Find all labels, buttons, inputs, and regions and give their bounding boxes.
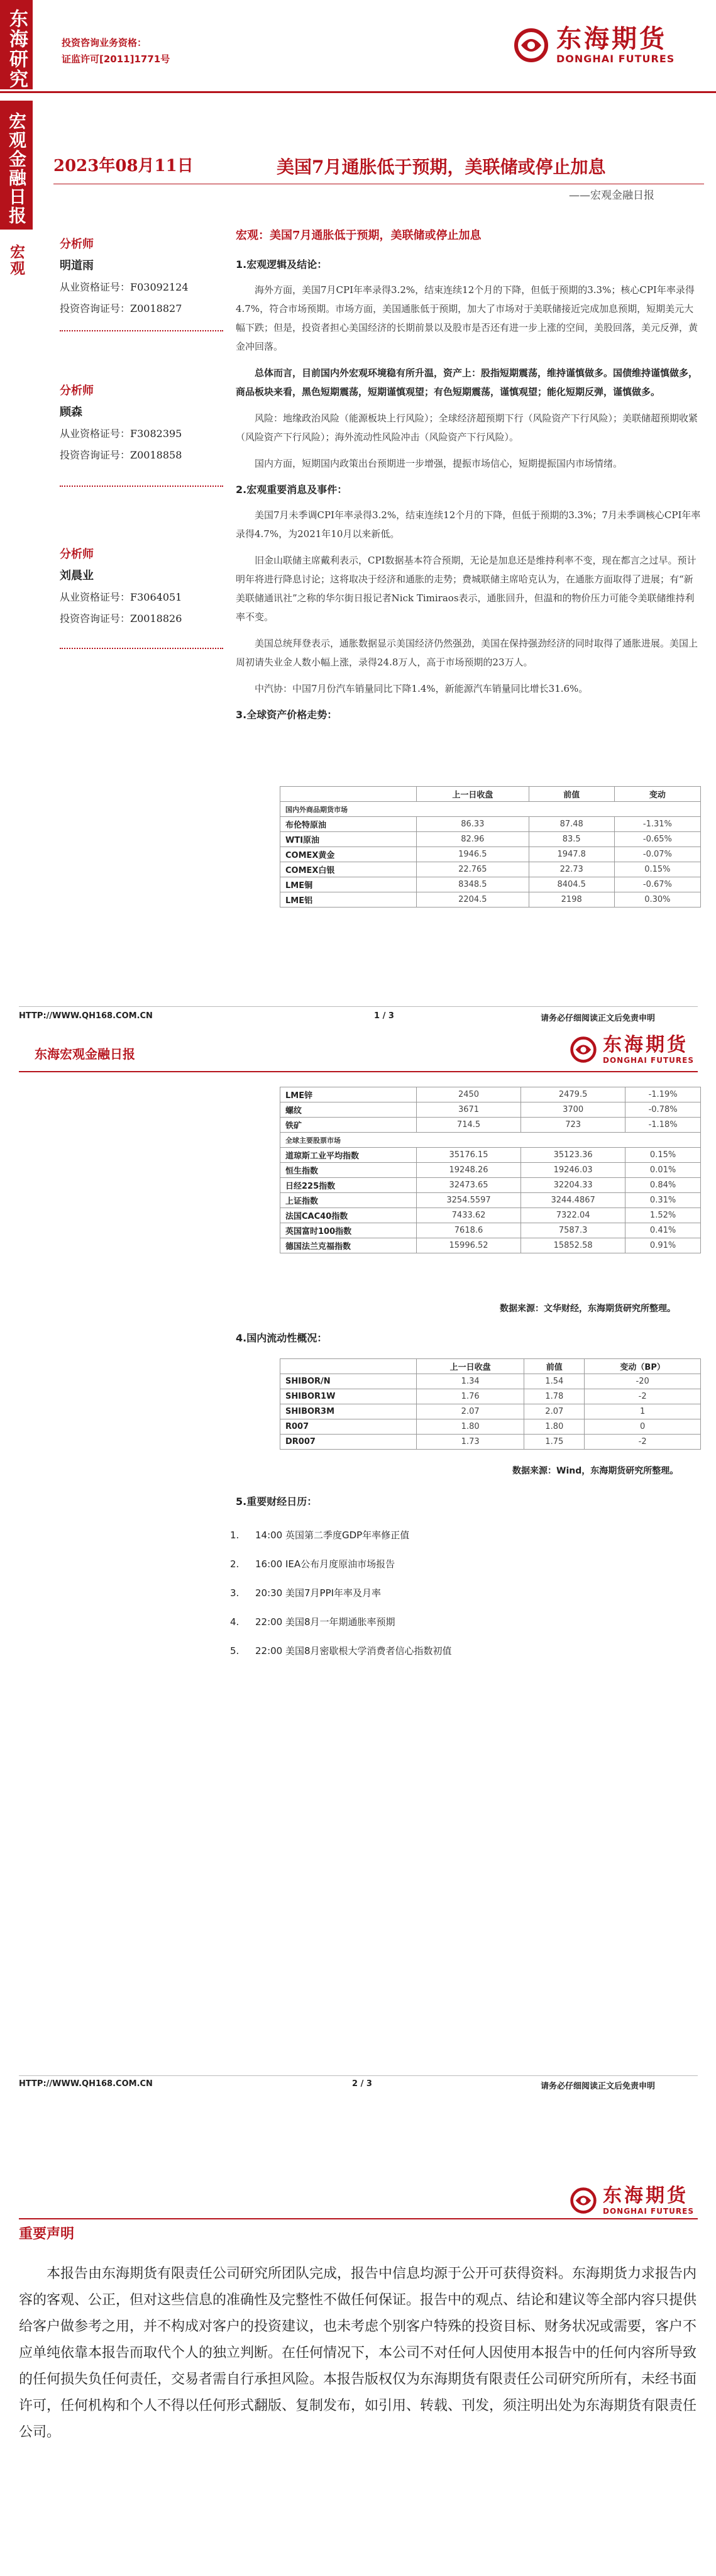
row-label: 铁矿 [280,1118,417,1133]
analyst-invest: 投资咨询证号：Z0018826 [60,613,182,625]
row-label: 上证指数 [280,1193,417,1208]
logo-cn: 东海期货 [603,1034,688,1056]
table-row [280,1148,701,1163]
analyst-head: 分析师 [60,238,94,251]
calendar-item: 22:00 美国8月一年期通胀率预期 [255,1616,395,1628]
cell-change: -1.31% [614,817,700,832]
table-header-row [280,787,701,802]
cell-prev: 1.34 [417,1374,524,1389]
cell-prev: 32473.65 [417,1178,521,1193]
analyst-name: 明道雨 [60,259,94,272]
cell-before: 1.75 [524,1435,585,1450]
page-number: 1 / 3 [374,1011,394,1021]
s2-paragraph: 美国7月未季调CPI年率录得3.2%，结束连续12个月的下降，但低于预期的3.3%；7月未季调核心CPI年率录得4.7%，为2021年10月以来新低。 [236,509,701,540]
cell-change: 0.31% [625,1193,701,1208]
analyst-3 [60,544,223,630]
group-row [280,802,701,817]
logo-en: DONGHAI FUTURES [603,2207,694,2216]
cell-prev: 7618.6 [417,1223,521,1238]
cell-before: 32204.33 [521,1178,625,1193]
cell-before: 35123.36 [521,1148,625,1163]
section-5-title: 5.重要财经日历： [236,1496,317,1507]
list-item: 1. 14:00 英国第二季度GDP年率修正值 [230,1530,410,1541]
row-label: COMEX白银 [280,862,417,877]
s1-conclusion: 总体而言，目前国内外宏观环境稳有所升温，资产上：股指短期震荡，维持谨慎做多。国债维持谨慎做多，商品板块来看，黑色短期震荡，短期谨慎观望；有色短期震荡，谨慎观望；能化短期反弹，谨慎做多。 [236,367,698,397]
analyst-divider [60,648,223,649]
table-row [280,1389,701,1404]
footer-notice: 请务必仔细阅读正文后免责申明 [541,1014,656,1023]
side-banner [0,101,33,230]
commodity-table [280,786,701,908]
table-row [280,1223,701,1238]
logo-mark-icon [569,1035,598,1064]
row-label: COMEX黄金 [280,847,417,862]
cell-change: 0.30% [614,892,700,908]
list-item: 4. 22:00 美国8月一年期通胀率预期 [230,1616,395,1628]
row-label: 德国法兰克福指数 [280,1238,417,1253]
col-header: 上一日收盘 [417,787,529,802]
analyst-head: 分析师 [60,384,94,397]
table-row [280,1178,701,1193]
calendar-list [230,1528,452,1673]
cell-before: 8404.5 [529,877,614,892]
calendar-item: 16:00 IEA公布月度原油市场报告 [255,1558,395,1570]
table-row [280,877,701,892]
section-2-title: 2.宏观重要消息及事件： [236,484,348,496]
table-row [280,862,701,877]
table-row [280,1404,701,1419]
side-banner-text: 宏观金融日报 [6,112,27,225]
logo-cn: 东海期货 [603,2185,688,2207]
footer-rule [19,1006,698,1007]
license-line2: 证监许可[2011]1771号 [62,53,170,65]
table-row [280,1238,701,1253]
group-label: 全球主要股票市场 [280,1133,701,1148]
cell-before: 1.78 [524,1389,585,1404]
cell-prev: 2450 [417,1087,521,1102]
row-label: 道琼斯工业平均指数 [280,1148,417,1163]
row-label: 英国富时100指数 [280,1223,417,1238]
cell-prev: 3671 [417,1102,521,1118]
s2-paragraph: 美国总统拜登表示，通胀数据显示美国经济仍然强劲，美国在保持强劲经济的同时取得了通胀进展。美国上周初请失业金人数小幅上涨，录得24.8万人，高于市场预期的23万人。 [236,638,698,668]
lead-heading: 宏观：美国7月通胀低于预期，美联储或停止加息 [236,229,482,242]
footer-url[interactable]: HTTP://WWW.QH168.COM.CN [19,2079,153,2089]
table-row [280,1208,701,1223]
page3-header-rule [19,2218,698,2219]
table-row [280,1193,701,1208]
cell-before: 15852.58 [521,1238,625,1253]
row-label: LME锌 [280,1087,417,1102]
cell-prev: 86.33 [417,817,529,832]
table-row [280,832,701,847]
report-title: 美国7月通胀低于预期，美联储或停止加息 [277,157,606,177]
logo-cn: 东海期货 [556,24,667,53]
cell-prev: 1946.5 [417,847,529,862]
company-logo [569,2185,694,2216]
footer-url[interactable]: HTTP://WWW.QH168.COM.CN [19,1011,153,1021]
data-source: 数据来源：文华财经，东海期货研究所整理。 [500,1304,676,1314]
cell-before: 1.54 [524,1374,585,1389]
cell-prev: 1.76 [417,1389,524,1404]
cell-before: 1.80 [524,1419,585,1435]
cell-prev: 714.5 [417,1118,521,1133]
page2-header-title: 东海宏观金融日报 [35,1046,135,1062]
cell-change: 0.01% [625,1163,701,1178]
s2-paragraph: 中汽协：中国7月份汽车销量同比下降1.4%，新能源汽车销量同比增长31.6%。 [255,683,588,694]
liquidity-table [280,1358,701,1450]
report-subtitle: ——宏观金融日报 [569,189,654,202]
cell-change: -1.18% [625,1118,701,1133]
report-date: 2023年08月11日 [53,157,194,175]
cell-change: -0.65% [614,832,700,847]
logo-en: DONGHAI FUTURES [556,53,675,65]
analyst-head: 分析师 [60,548,94,561]
section-1-title: 1.宏观逻辑及结论： [236,258,328,270]
row-label: LME铝 [280,892,417,908]
side-banner-line [0,230,33,231]
cell-before: 2479.5 [521,1087,625,1102]
list-item: 2. 16:00 IEA公布月度原油市场报告 [230,1558,395,1570]
cell-before: 3700 [521,1102,625,1118]
disclaimer-text: 本报告由东海期货有限责任公司研究所团队完成，报告中信息均源于公开可获得资料。东海期货力求报告内容的客观、公正，但对这些信息的准确性及完整性不做任何保证。报告中的观点、结论和建议等全部内容只提供给客户做参考之用，并不构成对客户的投资建议，也未考虑个别客户特殊的投资目标、财务状况或需要，客户不应单纯依靠本报告而取代个人的独立判断。在任何情况下，本公司不对任何人因使用本报告中的任何内容所导致的任何损失负任何责任，交易者需自行承担风险。本报告版权仅为东海期货有限责任公司研究所所有，未经书面许可，任何机构和个人不得以任何形式翻版、复制发布，如引用、转载、刊发，须注明出处为东海期货有限责任公司。 [19,2266,697,2440]
cell-before: 7587.3 [521,1223,625,1238]
calendar-item: 22:00 美国8月密歇根大学消费者信心指数初值 [255,1645,452,1657]
s1-risk: 风险：地缘政治风险（能源板块上行风险）；全球经济超预期下行（风险资产下行风险）；美联储超预期收紧（风险资产下行风险）；海外流动性风险冲击（风险资产下行风险）。 [236,413,698,443]
cell-prev: 3254.5597 [417,1193,521,1208]
row-label: 螺纹 [280,1102,417,1118]
side-banner-2 [0,239,33,296]
table-row [280,1087,701,1102]
row-label: SHIBOR/N [280,1374,417,1389]
cell-change: -2 [585,1435,701,1450]
logo-en: DONGHAI FUTURES [603,1056,694,1065]
table-row [280,1419,701,1435]
list-item: 3. 20:30 美国7月PPI年率及月率 [230,1587,382,1599]
cell-change: 0 [585,1419,701,1435]
logo-mark-icon [569,2186,598,2215]
group-label: 国内外商品期货市场 [280,802,701,817]
cell-prev: 35176.15 [417,1148,521,1163]
analyst-name: 顾森 [60,406,82,419]
calendar-item: 14:00 英国第二季度GDP年率修正值 [255,1530,410,1541]
cell-before: 2198 [529,892,614,908]
disclaimer-title: 重要声明 [19,2226,75,2242]
market-table-cont [280,1087,701,1253]
analyst-cert: 从业资格证号：F3064051 [60,591,182,603]
analyst-cert: 从业资格证号：F3082395 [60,428,182,440]
page-number: 2 / 3 [352,2079,372,2089]
col-header: 变动 [614,787,700,802]
table-row [280,1374,701,1389]
cell-before: 87.48 [529,817,614,832]
cell-prev: 2.07 [417,1404,524,1419]
cell-before: 2.07 [524,1404,585,1419]
cell-before: 19246.03 [521,1163,625,1178]
cell-before: 3244.4867 [521,1193,625,1208]
cell-change: 0.15% [625,1148,701,1163]
main-content [236,226,701,724]
cell-prev: 15996.52 [417,1238,521,1253]
row-label: SHIBOR1W [280,1389,417,1404]
s2-paragraph: 旧金山联储主席戴利表示，CPI数据基本符合预期，无论是加息还是维持利率不变，现在都言之过早。预计明年将进行降息讨论；这将取决于经济和通胀的走势；费城联储主席哈克认为，在通胀方面取得了进展；有“新美联储通讯社”之称的华尔街日报记者Nick Timiraos表示，通胀回升，但温和的物价压力可能令美联储维持利率不变。 [236,555,697,623]
row-label: 日经225指数 [280,1178,417,1193]
cell-change: -1.19% [625,1087,701,1102]
cell-change: -20 [585,1374,701,1389]
table-header-row [280,1359,701,1374]
cell-change: 0.41% [625,1223,701,1238]
list-item: 5. 22:00 美国8月密歇根大学消费者信心指数初值 [230,1645,452,1657]
col-header: 前值 [529,787,614,802]
cell-change: -2 [585,1389,701,1404]
company-logo [569,1035,694,1065]
page2-header-rule [19,1071,698,1072]
cell-change: 0.91% [625,1238,701,1253]
col-header: 变动（BP） [585,1359,701,1374]
cell-prev: 82.96 [417,832,529,847]
cell-prev: 2204.5 [417,892,529,908]
row-label: SHIBOR3M [280,1404,417,1419]
data-source: 数据来源：Wind，东海期货研究所整理。 [512,1466,679,1476]
group-row [280,1133,701,1148]
cell-before: 7322.04 [521,1208,625,1223]
section-4-title: 4.国内流动性概况： [236,1332,328,1344]
cell-before: 22.73 [529,862,614,877]
logo-mark-icon [512,26,550,64]
row-label: DR007 [280,1435,417,1450]
cell-prev: 1.73 [417,1435,524,1450]
cell-change: -0.07% [614,847,700,862]
analyst-divider [60,486,223,487]
cell-before: 1947.8 [529,847,614,862]
section-3-title: 3.全球资产价格走势： [236,709,338,721]
row-label: 布伦特原油 [280,817,417,832]
cell-prev: 22.765 [417,862,529,877]
license-line1: 投资咨询业务资格： [62,37,147,48]
table-row [280,817,701,832]
analyst-1 [60,234,223,319]
cell-prev: 19248.26 [417,1163,521,1178]
row-label: R007 [280,1419,417,1435]
row-label: 恒生指数 [280,1163,417,1178]
col-header: 前值 [524,1359,585,1374]
company-logo [512,25,675,65]
cell-change: -0.78% [625,1102,701,1118]
col-header: 上一日收盘 [417,1359,524,1374]
row-label: 法国CAC40指数 [280,1208,417,1223]
footer-notice: 请务必仔细阅读正文后免责申明 [541,2082,656,2091]
license-info [62,35,170,67]
table-row [280,1163,701,1178]
research-tag-bar [0,0,33,89]
analyst-cert: 从业资格证号：F03092124 [60,281,189,293]
cell-before: 723 [521,1118,625,1133]
cell-prev: 7433.62 [417,1208,521,1223]
header-rule [0,91,716,93]
table-row [280,892,701,908]
cell-before: 83.5 [529,832,614,847]
row-label: LME铜 [280,877,417,892]
cell-change: 1 [585,1404,701,1419]
cell-change: -0.67% [614,877,700,892]
cell-prev: 1.80 [417,1419,524,1435]
analyst-2 [60,380,223,466]
cell-change: 0.15% [614,862,700,877]
research-tag: 东海研究 [6,9,28,89]
table-row [280,1435,701,1450]
footer-rule [19,2075,698,2076]
table-row [280,847,701,862]
s1-domestic: 国内方面，短期国内政策出台预期进一步增强，提振市场信心，短期提振国内市场情绪。 [255,458,623,469]
analyst-divider [60,330,223,331]
table-row [280,1118,701,1133]
side-banner-2-text: 宏观 [7,244,26,277]
cell-change: 0.84% [625,1178,701,1193]
row-label: WTI原油 [280,832,417,847]
calendar-item: 20:30 美国7月PPI年率及月率 [255,1587,382,1599]
cell-prev: 8348.5 [417,877,529,892]
table-row [280,1102,701,1118]
analyst-name: 刘晨业 [60,569,94,582]
cell-change: 1.52% [625,1208,701,1223]
analyst-invest: 投资咨询证号：Z0018827 [60,303,182,314]
s1-paragraph: 海外方面，美国7月CPI年率录得3.2%，结束连续12个月的下降，但低于预期的3.3%；核心CPI年率录得4.7%，符合市场预期。市场方面，美国通胀低于预期，加大了市场对于美联储接近完成加息预期，短期美元大幅下跌；但是，投资者担心美国经济的长期前景以及股市是否还有进一步上涨的空间，美股回落，美元反弹，黄金冲回落。 [236,284,698,352]
analyst-invest: 投资咨询证号：Z0018858 [60,449,182,461]
